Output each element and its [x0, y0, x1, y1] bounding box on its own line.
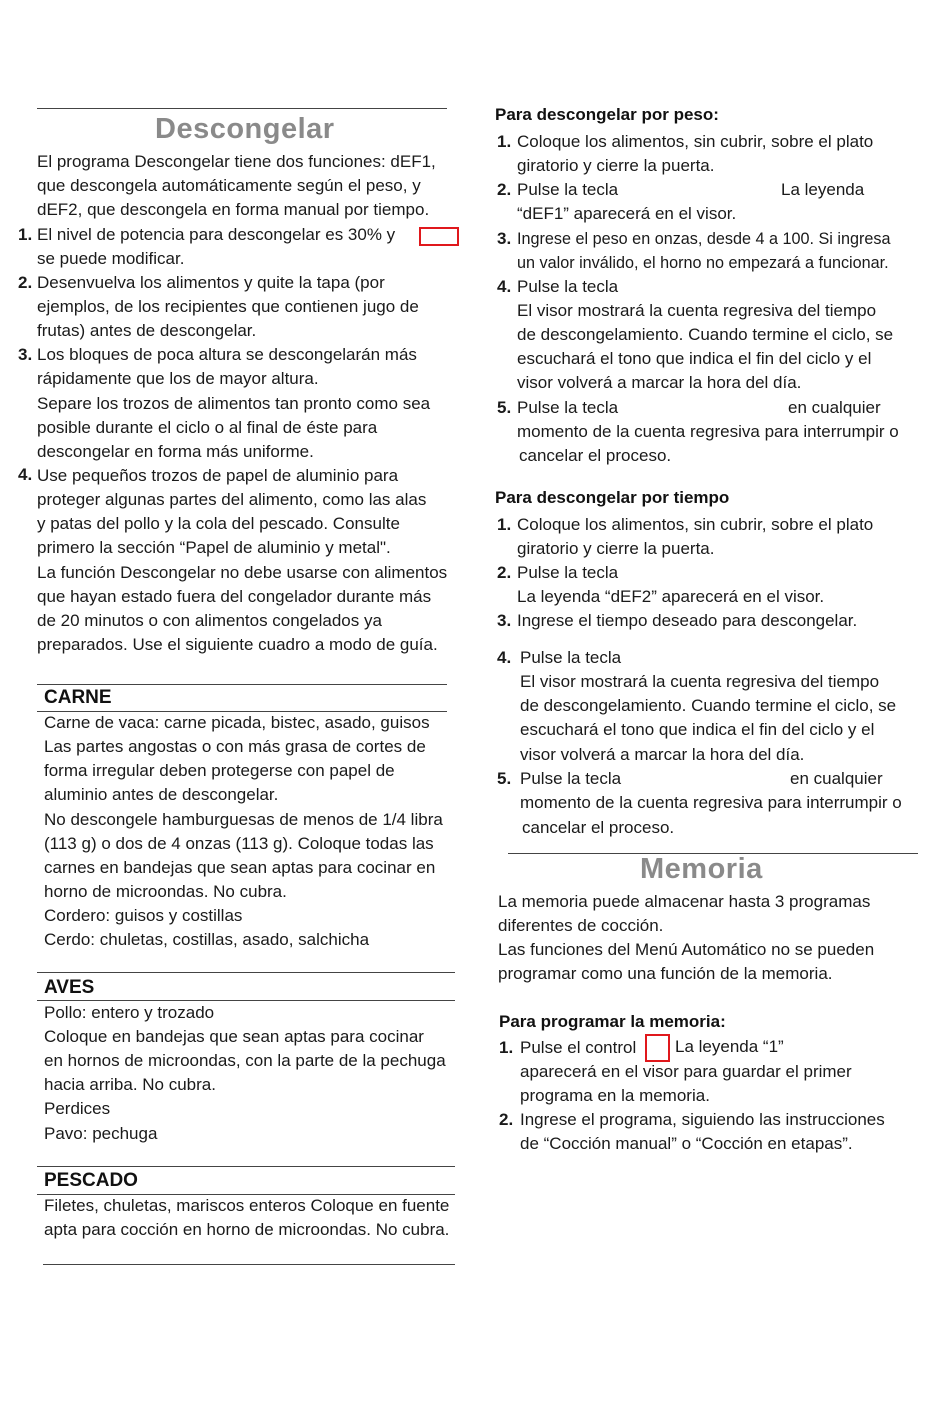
- guide-line: hacia arriba. No cubra.: [44, 1075, 216, 1094]
- guide-line: Coloque en bandejas que sean aptas para cocinar: [44, 1027, 424, 1046]
- step-line: Pulse el control: [520, 1038, 637, 1057]
- memory-intro-line: Las funciones del Menú Automático no se pueden: [498, 940, 875, 959]
- step-line: momento de la cuenta regresiva para interrumpir o: [517, 422, 899, 441]
- step-number: 4.: [497, 277, 512, 296]
- step-line: Pulse la tecla: [520, 769, 622, 788]
- list-line: La función Descongelar no debe usarse con alimentos: [37, 563, 448, 582]
- list-line: primero la sección “Papel de aluminio y metal".: [37, 538, 391, 557]
- step-line: Coloque los alimentos, sin cubrir, sobre el plato: [517, 515, 874, 534]
- step-line: visor volverá a marcar la hora del día.: [517, 373, 802, 392]
- list-line: Use pequeños trozos de papel de aluminio para: [37, 466, 399, 485]
- list-line: frutas) antes de descongelar.: [37, 321, 257, 340]
- step-number: 3.: [497, 229, 512, 248]
- step-extra: La leyenda “1”: [675, 1037, 784, 1056]
- step-line: de “Cocción manual” o “Cocción en etapas”.: [520, 1134, 853, 1153]
- step-line: La leyenda “dEF2” aparecerá en el visor.: [517, 587, 825, 606]
- list-line: se puede modificar.: [37, 249, 185, 268]
- step-line: un valor inválido, el horno no empezará a funcionar.: [517, 254, 889, 272]
- step-line: El visor mostrará la cuenta regresiva del tiempo: [517, 301, 877, 320]
- guide-line: forma irregular deben protegerse con papel de: [44, 761, 395, 780]
- guide-line: Filetes, chuletas, mariscos enteros Coloque en fuente: [44, 1196, 450, 1215]
- defrost-title: Descongelar: [155, 113, 335, 145]
- step-number: 1.: [497, 515, 512, 534]
- step-line: visor volverá a marcar la hora del día.: [520, 745, 805, 764]
- top-rule-left: [37, 108, 447, 109]
- list-number: 4.: [18, 465, 33, 484]
- guide-heading: PESCADO: [44, 1170, 138, 1191]
- guide-line: apta para cocción en horno de microondas. No cubra.: [44, 1220, 450, 1239]
- step-number: 5.: [497, 769, 512, 788]
- list-line: que hayan estado fuera del congelador durante más: [37, 587, 432, 606]
- list-line: preparados. Use el siguiente cuadro a modo de guía.: [37, 635, 438, 654]
- memory-intro-line: programar como una función de la memoria.: [498, 964, 833, 983]
- list-line: Los bloques de poca altura se descongelarán más: [37, 345, 417, 364]
- guide-line: Pollo: entero y trozado: [44, 1003, 215, 1022]
- guide-line: Carne de vaca: carne picada, bistec, asado, guisos: [44, 713, 430, 732]
- list-line: posible durante el ciclo o al final de éste para: [37, 418, 378, 437]
- guide-line: aluminio antes de descongelar.: [44, 785, 279, 804]
- step-extra: La leyenda: [781, 180, 865, 199]
- step-line: Ingrese el tiempo deseado para descongelar.: [517, 611, 858, 630]
- guide-heading: AVES: [44, 977, 95, 998]
- list-line: Separe los trozos de alimentos tan pronto como sea: [37, 394, 431, 413]
- step-line: giratorio y cierre la puerta.: [517, 156, 715, 175]
- memory-intro-line: La memoria puede almacenar hasta 3 programas: [498, 892, 871, 911]
- section-rule: [37, 972, 455, 973]
- guide-line: (113 g) o dos de 4 onzas (113 g). Coloque todas las: [44, 834, 434, 853]
- power-key-marker: [419, 227, 459, 246]
- step-extra: en cualquier: [790, 769, 883, 788]
- intro-line: dEF2, que descongela en forma manual por tiempo.: [37, 200, 430, 219]
- step-line: momento de la cuenta regresiva para interrumpir o: [520, 793, 902, 812]
- guide-line: No descongele hamburguesas de menos de 1/4 libra: [44, 810, 443, 829]
- by-time-heading: Para descongelar por tiempo: [495, 488, 730, 507]
- memory-intro-line: diferentes de cocción.: [498, 916, 664, 935]
- step-line: Pulse la tecla: [517, 277, 619, 296]
- list-line: descongelar en forma más uniforme.: [37, 442, 314, 461]
- step-line: Pulse la tecla: [520, 648, 622, 667]
- step-number: 2.: [497, 563, 512, 582]
- list-line: El nivel de potencia para descongelar es 30% y: [37, 225, 396, 244]
- step-line: Ingrese el programa, siguiendo las instrucciones: [520, 1110, 885, 1129]
- step-line: Pulse la tecla: [517, 398, 619, 417]
- step-line: aparecerá en el visor para guardar el primer: [520, 1062, 852, 1081]
- step-line: de descongelamiento. Cuando termine el ciclo, se: [517, 325, 894, 344]
- step-number: 1.: [497, 132, 512, 151]
- memory-title: Memoria: [640, 853, 763, 885]
- step-number: 5.: [497, 398, 512, 417]
- intro-line: El programa Descongelar tiene dos funciones: dEF1,: [37, 152, 436, 171]
- step-number: 4.: [497, 648, 512, 667]
- step-number: 1.: [499, 1038, 514, 1057]
- guide-line: Cordero: guisos y costillas: [44, 906, 243, 925]
- step-line: Pulse la tecla: [517, 180, 619, 199]
- section-rule: [37, 684, 447, 685]
- step-extra: en cualquier: [788, 398, 881, 417]
- section-rule: [37, 1166, 455, 1167]
- step-line: giratorio y cierre la puerta.: [517, 539, 715, 558]
- list-number: 3.: [18, 345, 33, 364]
- guide-line: horno de microondas. No cubra.: [44, 882, 287, 901]
- step-number: 3.: [497, 611, 512, 630]
- list-line: de 20 minutos o con alimentos congelados ya: [37, 611, 382, 630]
- step-line: cancelar el proceso.: [522, 818, 675, 837]
- by-weight-heading: Para descongelar por peso:: [495, 105, 719, 124]
- guide-line: carnes en bandejas que sean aptas para cocinar en: [44, 858, 436, 877]
- step-line: Pulse la tecla: [517, 563, 619, 582]
- list-line: proteger algunas partes del alimento, como las alas: [37, 490, 427, 509]
- bottom-rule-left: [43, 1264, 455, 1265]
- memory-heading: Para programar la memoria:: [499, 1012, 726, 1031]
- list-line: Desenvuelva los alimentos y quite la tapa (por: [37, 273, 385, 292]
- step-line: Coloque los alimentos, sin cubrir, sobre el plato: [517, 132, 874, 151]
- step-number: 2.: [499, 1110, 514, 1129]
- guide-line: en hornos de microondas, con la parte de la pechuga: [44, 1051, 446, 1070]
- guide-line: Cerdo: chuletas, costillas, asado, salchicha: [44, 930, 370, 949]
- intro-line: que descongela automáticamente según el peso, y: [37, 176, 421, 195]
- list-line: rápidamente que los de mayor altura.: [37, 369, 319, 388]
- step-line: cancelar el proceso.: [519, 446, 672, 465]
- list-number: 2.: [18, 273, 33, 292]
- step-line: “dEF1” aparecerá en el visor.: [517, 204, 737, 223]
- guide-line: Perdices: [44, 1099, 111, 1118]
- step-line: programa en la memoria.: [520, 1086, 710, 1105]
- step-line: El visor mostrará la cuenta regresiva del tiempo: [520, 672, 880, 691]
- step-line: de descongelamiento. Cuando termine el ciclo, se: [520, 696, 897, 715]
- guide-line: Pavo: pechuga: [44, 1124, 158, 1143]
- guide-line: Las partes angostas o con más grasa de cortes de: [44, 737, 426, 756]
- list-line: ejemplos, de los recipientes que contienen jugo de: [37, 297, 419, 316]
- step-line: Ingrese el peso en onzas, desde 4 a 100. Si ingresa: [517, 230, 891, 248]
- list-number: 1.: [18, 225, 33, 244]
- guide-heading: CARNE: [44, 687, 112, 708]
- step-line: escuchará el tono que indica el fin del ciclo y el: [520, 720, 875, 739]
- step-number: 2.: [497, 180, 512, 199]
- step-line: escuchará el tono que indica el fin del ciclo y el: [517, 349, 872, 368]
- list-line: y patas del pollo y la cola del pescado. Consulte: [37, 514, 400, 533]
- memory-key-marker: [645, 1034, 670, 1062]
